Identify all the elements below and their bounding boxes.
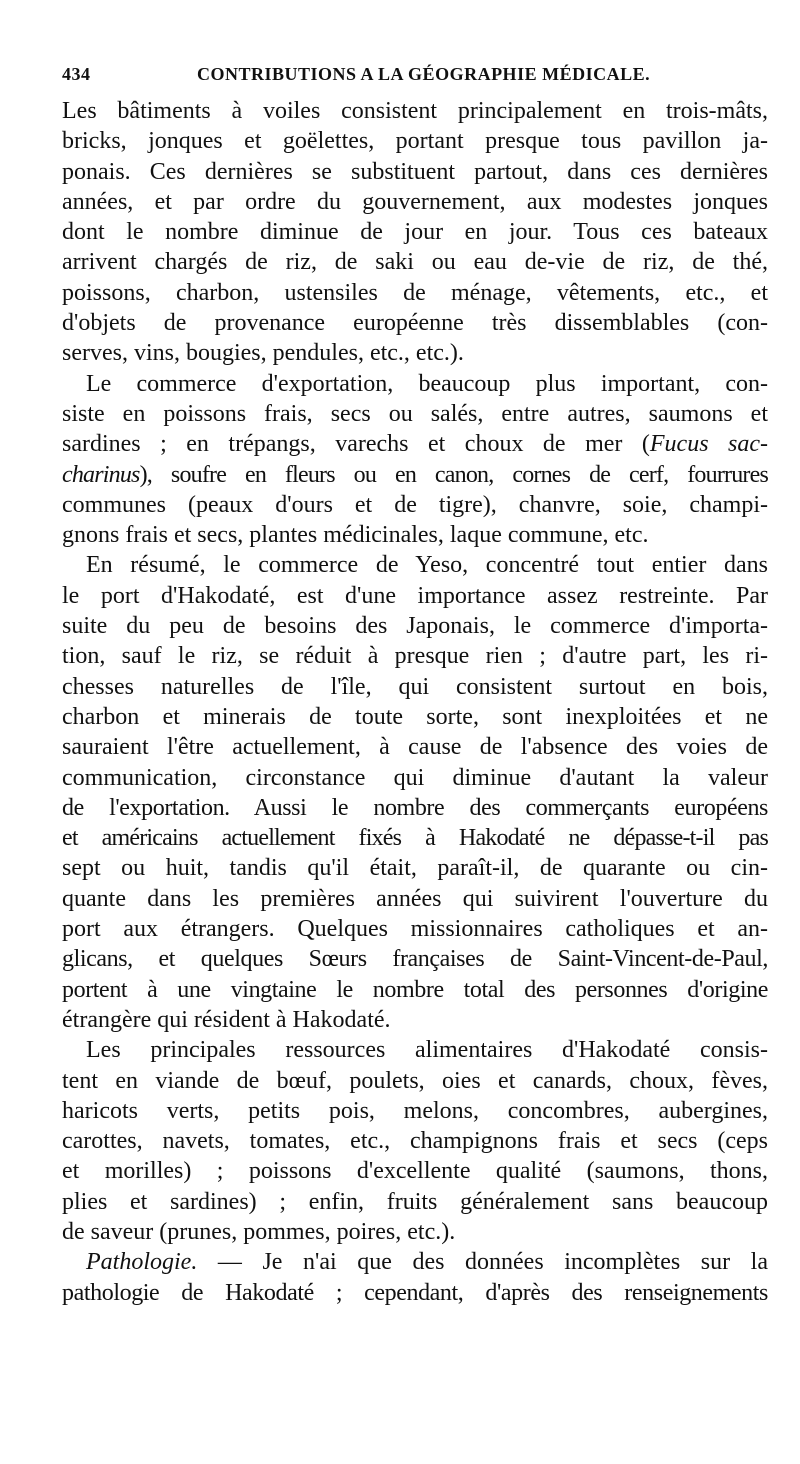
text-line: le port d'Hakodaté, est d'une importance assez restreinte. Par — [62, 582, 768, 609]
text-line: haricots verts, petits pois, melons, concombres, aubergines, — [62, 1097, 768, 1124]
text-line: suite du peu de besoins des Japonais, le commerce d'importa- — [62, 613, 768, 640]
text-line: de saveur (prunes, pommes, poires, etc.). — [62, 1218, 456, 1245]
text-line: charbon et minerais de toute sorte, sont inexploitées et ne — [62, 703, 768, 730]
text-line: Le commerce d'exportation, beaucoup plus important, con- — [86, 370, 768, 397]
text-line: En résumé, le commerce de Yeso, concentré tout entier dans — [86, 552, 768, 579]
text-line: arrivent chargés de riz, de saki ou eau de-vie de riz, de thé, — [62, 249, 768, 276]
text-line: port aux étrangers. Quelques missionnaires catholiques et an- — [62, 916, 768, 943]
text-segment: ), soufre en fleurs ou en canon, cornes de cerf, fourrures — [139, 461, 768, 488]
page-number: 434 — [62, 64, 91, 84]
section-lead-pathology: Pathologie. — [86, 1249, 198, 1276]
text-line: bricks, jonques et goëlettes, portant presque tous pavillon ja- — [62, 128, 768, 155]
text-line-with-italic — [62, 460, 768, 490]
book-page — [62, 64, 768, 1308]
text-line: de l'exportation. Aussi le nombre des commerçants européens — [62, 794, 768, 821]
text-line: communication, circonstance qui diminue d'autant la valeur — [62, 764, 768, 791]
text-line: communes (peaux d'ours et de tigre), chanvre, soie, champi- — [62, 491, 768, 518]
text-line: et américains actuellement fixés à Hakodaté ne dépasse-t-il pas — [62, 825, 768, 852]
text-line: portent à une vingtaine le nombre total des personnes d'origine — [62, 976, 768, 1003]
body-text — [62, 96, 768, 1308]
text-line: sept ou huit, tandis qu'il était, paraît-il, de quarante ou cin- — [62, 855, 768, 882]
text-line: serves, vins, bougies, pendules, etc., etc.). — [62, 340, 464, 367]
paragraph-export-commerce — [62, 369, 768, 551]
text-line: Les bâtiments à voiles consistent principalement en trois-mâts, — [62, 98, 768, 124]
text-line: poissons, charbon, ustensiles de ménage, vêtements, etc., et — [62, 279, 768, 306]
text-line: siste en poissons frais, secs ou salés, entre autres, saumons et — [62, 400, 768, 427]
text-line: tion, sauf le riz, se réduit à presque rien ; d'autre part, les ri- — [62, 643, 768, 670]
text-line: pathologie de Hakodaté ; cependant, d'après des renseignements — [62, 1279, 768, 1306]
italic-species-name: Fucus sac- — [649, 431, 768, 458]
text-line: sauraient l'être actuellement, à cause de l'absence des voies de — [62, 734, 768, 761]
text-line: Les principales ressources alimentaires d'Hakodaté consis- — [86, 1037, 768, 1064]
running-title: CONTRIBUTIONS A LA GÉOGRAPHIE MÉDICALE. — [197, 64, 651, 84]
paragraph-shipping-vessels — [62, 96, 768, 369]
paragraph-pathology — [62, 1247, 768, 1308]
text-line: d'objets de provenance européenne très dissemblables (con- — [62, 310, 768, 337]
text-segment: sardines ; en trépangs, varechs et choux de mer ( — [62, 431, 650, 458]
text-line: dont le nombre diminue de jour en jour. Tous ces bateaux — [62, 219, 768, 246]
paragraph-food-resources — [62, 1035, 768, 1247]
text-line: plies et sardines) ; enfin, fruits généralement sans beaucoup — [62, 1188, 768, 1215]
text-line: quante dans les premières années qui suivirent l'ouverture du — [62, 885, 768, 912]
text-line: années, et par ordre du gouvernement, aux modestes jonques — [62, 188, 768, 215]
text-line-with-italic — [62, 1247, 768, 1277]
text-line: glicans, et quelques Sœurs françaises de Saint-Vincent-de-Paul, — [62, 946, 768, 973]
text-line: étrangère qui résident à Hakodaté. — [62, 1006, 391, 1033]
text-line: carottes, navets, tomates, etc., champignons frais et secs (ceps — [62, 1128, 768, 1155]
paragraph-summary — [62, 550, 768, 1035]
italic-species-name-cont: charinus — [62, 461, 140, 488]
text-line: ponais. Ces dernières se substituent partout, dans ces dernières — [62, 158, 768, 185]
text-line: chesses naturelles de l'île, qui consistent surtout en bois, — [62, 673, 768, 700]
text-line: tent en viande de bœuf, poulets, oies et canards, choux, fèves, — [62, 1067, 768, 1094]
running-head — [62, 64, 768, 94]
text-line: et morilles) ; poissons d'excellente qualité (saumons, thons, — [62, 1158, 768, 1185]
text-segment: — Je n'ai que des données incomplètes sur la — [197, 1249, 768, 1276]
text-line: gnons frais et secs, plantes médicinales, laque commune, etc. — [62, 522, 649, 549]
text-line-with-italic — [62, 429, 768, 459]
